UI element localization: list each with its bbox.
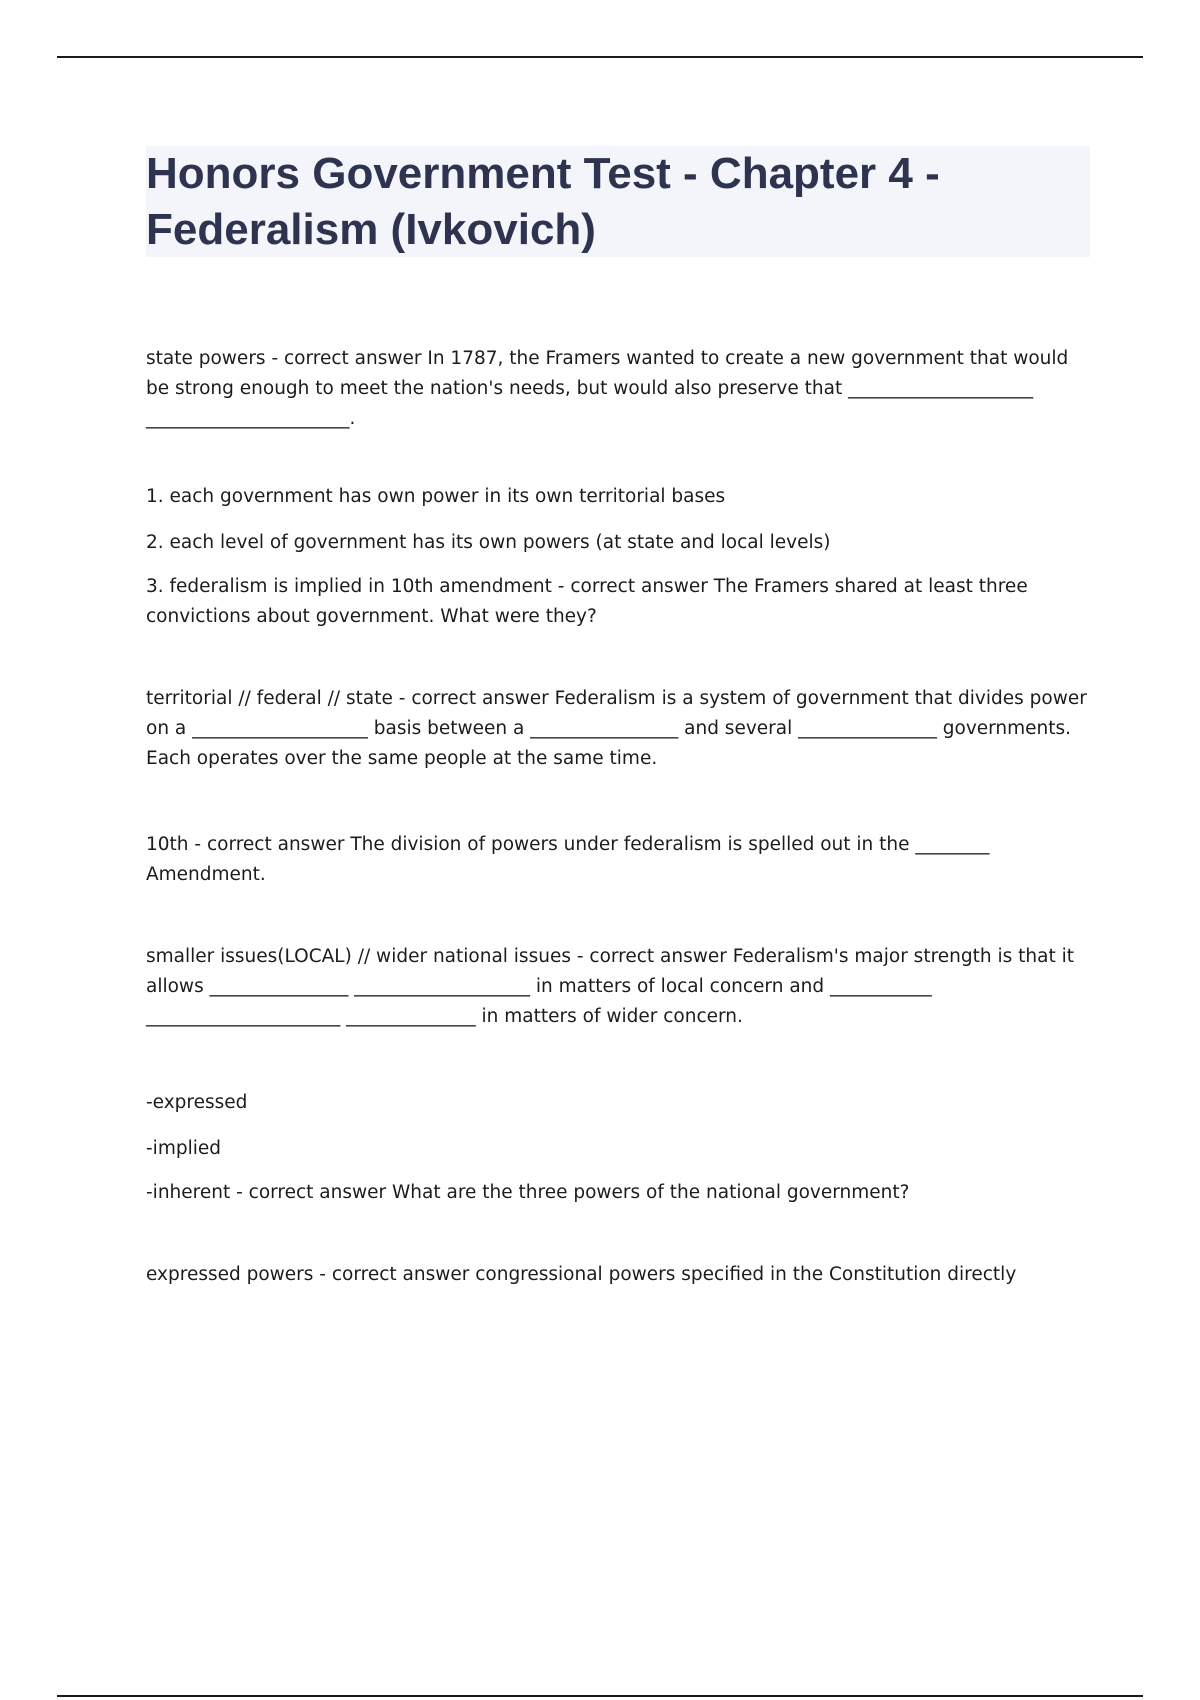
list-item-conviction-2: 2. each level of government has its own powers (at state and local levels) — [146, 532, 831, 553]
paragraph-territorial: territorial // federal // state - correct answer Federalism is a system of government that divides power on a ___________________ basis between a ________________ and several _______________ governments. Each operates over the same people at the same time. — [146, 688, 1087, 769]
list-item-inherent: -inherent - correct answer What are the three powers of the national government? — [146, 1182, 910, 1203]
top-rule — [57, 56, 1143, 58]
title-line-2: Federalism (Ivkovich) — [146, 205, 596, 254]
paragraph-smaller-issues: smaller issues(LOCAL) // wider national issues - correct answer Federalism's major strength is that it allows _______________ ___________________ in matters of local concern and ___________ _____________________ ______________ in matters of wider concern. — [146, 946, 1074, 1027]
list-item-expressed: -expressed — [146, 1092, 248, 1113]
bottom-rule — [57, 1695, 1143, 1697]
paragraph-10th: 10th - correct answer The division of powers under federalism is spelled out in the ________ Amendment. — [146, 834, 990, 885]
paragraph-state-powers: state powers - correct answer In 1787, the Framers wanted to create a new government that would be strong enough to meet the nation's needs, but would also preserve that ____________________ ______________________. — [146, 348, 1069, 429]
title-block — [146, 146, 1090, 257]
list-item-conviction-1: 1. each government has own power in its own territorial bases — [146, 486, 726, 507]
document-title — [146, 146, 1090, 258]
title-line-1: Honors Government Test - Chapter 4 - — [146, 149, 940, 198]
list-item-implied: -implied — [146, 1138, 221, 1159]
document-body — [146, 344, 1092, 1290]
list-item-conviction-3: 3. federalism is implied in 10th amendment - correct answer The Framers shared at least three convictions about government. What were they? — [146, 576, 1028, 627]
paragraph-expressed-powers: expressed powers - correct answer congressional powers specified in the Constitution directly — [146, 1264, 1017, 1285]
